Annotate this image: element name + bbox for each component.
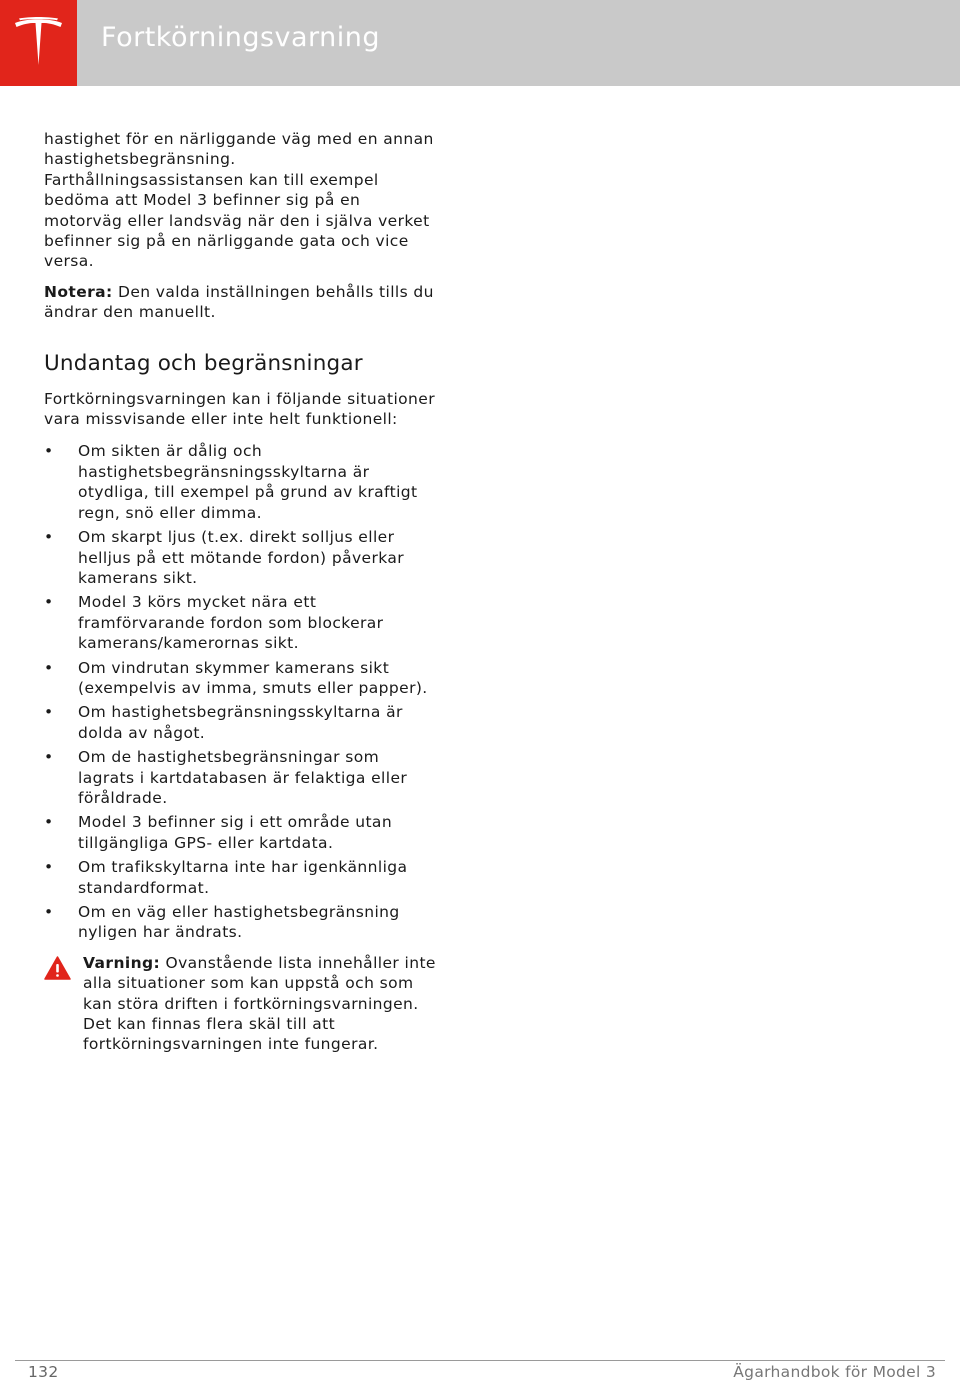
- bullet-icon: •: [44, 858, 54, 877]
- note-paragraph: [44, 282, 440, 323]
- warning-triangle-icon: [44, 956, 71, 980]
- warning-block: [44, 953, 440, 1055]
- bullet-icon: •: [44, 593, 54, 612]
- list-item: • Om de hastighetsbegränsningar som lagrats i kartdatabasen är felaktiga eller föråldrade.: [44, 748, 408, 807]
- note-text: Den valda inställningen behålls tills du ändrar den manuellt.: [44, 282, 434, 322]
- footer-divider: [15, 1360, 945, 1361]
- section-intro: Fortkörningsvarningen kan i följande situationer vara missvisande eller inte helt funktionell:: [44, 389, 435, 429]
- tesla-logo-icon: [13, 17, 64, 69]
- list-item: • Om en väg eller hastighetsbegränsning nyligen har ändrats.: [44, 903, 400, 942]
- intro-paragraph: hastighet för en närliggande väg med en annan hastighetsbegränsning. Farthållningsassistansen kan till exempel bedöma att Model 3 befinner sig på en motorväg eller landsväg när den i själva verket befinner sig på en närliggande gata och vice versa.: [44, 130, 434, 271]
- bullet-icon: •: [44, 442, 54, 461]
- list-item: • Om skarpt ljus (t.ex. direkt solljus eller helljus på ett mötande fordon) påverkar kamerans sikt.: [44, 528, 405, 587]
- bullet-icon: •: [44, 703, 54, 722]
- main-content: [44, 129, 440, 1055]
- list-item: • Om trafikskyltarna inte har igenkännliga standardformat.: [44, 858, 408, 897]
- bullet-icon: •: [44, 528, 54, 547]
- page-number: 132: [28, 1363, 59, 1381]
- note-label: Notera:: [44, 282, 113, 301]
- limitations-list: [44, 441, 440, 942]
- list-item: • Om vindrutan skymmer kamerans sikt (exempelvis av imma, smuts eller papper).: [44, 658, 428, 697]
- bullet-icon: •: [44, 658, 54, 677]
- footer-title: Ägarhandbok för Model 3: [733, 1363, 936, 1381]
- bullet-icon: •: [44, 903, 54, 921]
- bullet-icon: •: [44, 813, 54, 832]
- list-item: • Om sikten är dålig och hastighetsbegränsningsskyltarna är otydliga, till exempel på grund av kraftigt regn, snö eller dimma.: [44, 442, 418, 522]
- warning-text: Ovanstående lista innehåller inte alla situationer som kan uppstå och som kan störa driften i fortkörningsvarningen. Det kan finnas flera skäl till att fortkörningsvarningen inte fungerar.: [83, 953, 436, 1054]
- logo-box: [0, 0, 77, 86]
- page-title: Fortkörningsvarning: [101, 22, 381, 53]
- list-item: • Om hastighetsbegränsningsskyltarna är dolda av något.: [44, 703, 403, 742]
- list-item: • Model 3 körs mycket nära ett framförvarande fordon som blockerar kamerans/kamerornas sikt.: [44, 593, 384, 653]
- bullet-icon: •: [44, 748, 54, 767]
- list-item: • Model 3 befinner sig i ett område utan tillgängliga GPS- eller kartdata.: [44, 813, 393, 852]
- warning-label: Varning:: [83, 953, 161, 972]
- section-heading: Undantag och begränsningar: [44, 350, 363, 376]
- page-header: [0, 0, 960, 86]
